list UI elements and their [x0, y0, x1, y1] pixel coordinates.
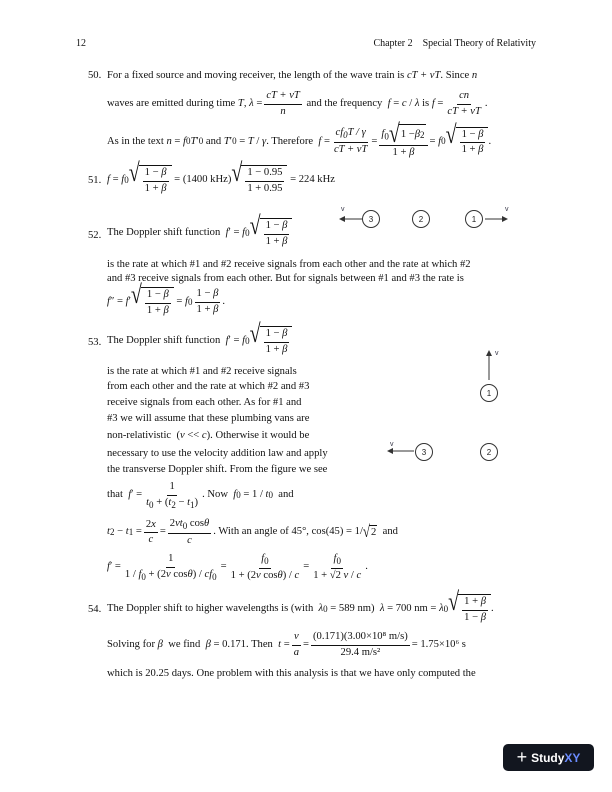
problem-54-line-1: The Doppler shift to higher wavelengths is (with λ 0 = 589 nm) λ = 700 nm = λ 0 √ 1 + β 1 − β . [107, 588, 494, 623]
studyxy-logo[interactable] [503, 744, 594, 771]
page-number: 12 [76, 38, 86, 49]
problem-53-line-5: #3 we will assume that these plumbing vans are [107, 413, 310, 424]
van-1-circle: 1 [465, 210, 483, 228]
problem-52-line-2: is the rate at which #1 and #2 receive signals from each other and the rate at which #2 [107, 259, 471, 270]
problem-50-number: 50. [88, 70, 102, 81]
problem-54-line-3: which is 20.25 days. One problem with this analysis is that we have only computed the [107, 668, 476, 679]
van-1-velocity-label: v [505, 206, 509, 213]
van-1-up-velocity-label: v [495, 350, 499, 357]
problem-53-line-2: is the rate at which #1 and #2 receive signals [107, 366, 297, 377]
running-header [373, 38, 536, 49]
problem-53-number: 53. [88, 337, 102, 348]
problem-53-line-4: receive signals from each other. As for #1 and [107, 397, 302, 408]
van-3-velocity-label: v [341, 206, 345, 213]
problem-54-number: 54. [88, 604, 102, 615]
problem-50-line-3: As in the text n = f 0 T ′ 0 and T ′ 0 = T / γ . Therefore f = $cf_0T$ / γ cT + vT = $f_0$ √ 1 − β 2 1 + β = f 0 √ 1 − β 1 + β . [107, 119, 492, 158]
problem-53-line-8: the transverse Doppler shift. From the figure we see [107, 464, 328, 475]
problem-53-line-3: from each other and the rate at which #2 and #3 [107, 381, 310, 392]
problem-53-line-11: f ′ = 1 $1 / f_0 + (2v$ $\cos\theta) / cf_0$ = $f_0$ 1 + (2v cosθ) / c = $f_0$ 1 + √2 v / c . [107, 553, 368, 582]
van-3-circle: 3 [362, 210, 380, 228]
van-2-circle-fig2: 2 [480, 443, 498, 461]
problem-52-line-3: and #3 receive signals from each other. But for signals between #1 and #3 the rate is [107, 273, 464, 284]
problem-53-line-1: The Doppler shift function f ′ = f 0 √ 1 − β 1 + β [107, 326, 292, 356]
van-3-left-velocity-label: v [390, 441, 394, 448]
problem-53-line-6: non-relativistic (v << c). Otherwise it would be [107, 430, 310, 441]
problem-50-line-1: For a fixed source and moving receiver, the length of the wave train is cT + vT. Since n [107, 70, 478, 81]
chapter-title: Special Theory of Relativity [422, 38, 536, 49]
problem-51-equation: f = f 0 √ 1 − β 1 + β = (1400 kHz) √ 1 − 0.95 1 + 0.95 = 224 kHz [107, 159, 335, 194]
problem-54-line-2: Solving for β we find β = 0.171. Then t = v a = $\frac{\text{(0.171)(3.00×10⁸ m/s)}}{\text{29.4 m/s²}}$ = 1.75×10⁶ s [107, 631, 466, 658]
problem-53-line-7: necessary to use the velocity addition law and apply [107, 448, 328, 459]
van-3-circle-fig2: 3 [415, 443, 433, 461]
problem-53-line-9: that f ′ = 1 $t_0 + (t_2 - t_1)$ . Now f 0 = 1 / t 0 and [107, 481, 294, 510]
brand-name: StudyXY [531, 750, 581, 765]
problem-52-line-1: The Doppler shift function f ′ = f 0 √ 1 − β 1 + β [107, 218, 292, 248]
plus-icon: + [516, 746, 528, 767]
problem-53-diagram [380, 345, 520, 465]
problem-52-equation: f ″ = f ′ √ 1 − β 1 + β = f 0 1 − β 1 + β . [107, 281, 226, 316]
problem-52-number: 52. [88, 230, 102, 241]
chapter-label: Chapter 2 [373, 38, 413, 49]
van-2-circle: 2 [412, 210, 430, 228]
problem-50-line-2: waves are emitted during time T , λ = cT + vT n and the frequency f = c / λ is f = cn cT + vT . [107, 90, 488, 117]
problem-51-number: 51. [88, 175, 102, 186]
problem-53-line-10: t 2 − t 1 = 2x c = $2vt_0$ cosθ c . With an angle of 45°, cos(45) = 1/ √ 2 and [107, 518, 398, 546]
van-1-circle-fig2: 1 [480, 384, 498, 402]
